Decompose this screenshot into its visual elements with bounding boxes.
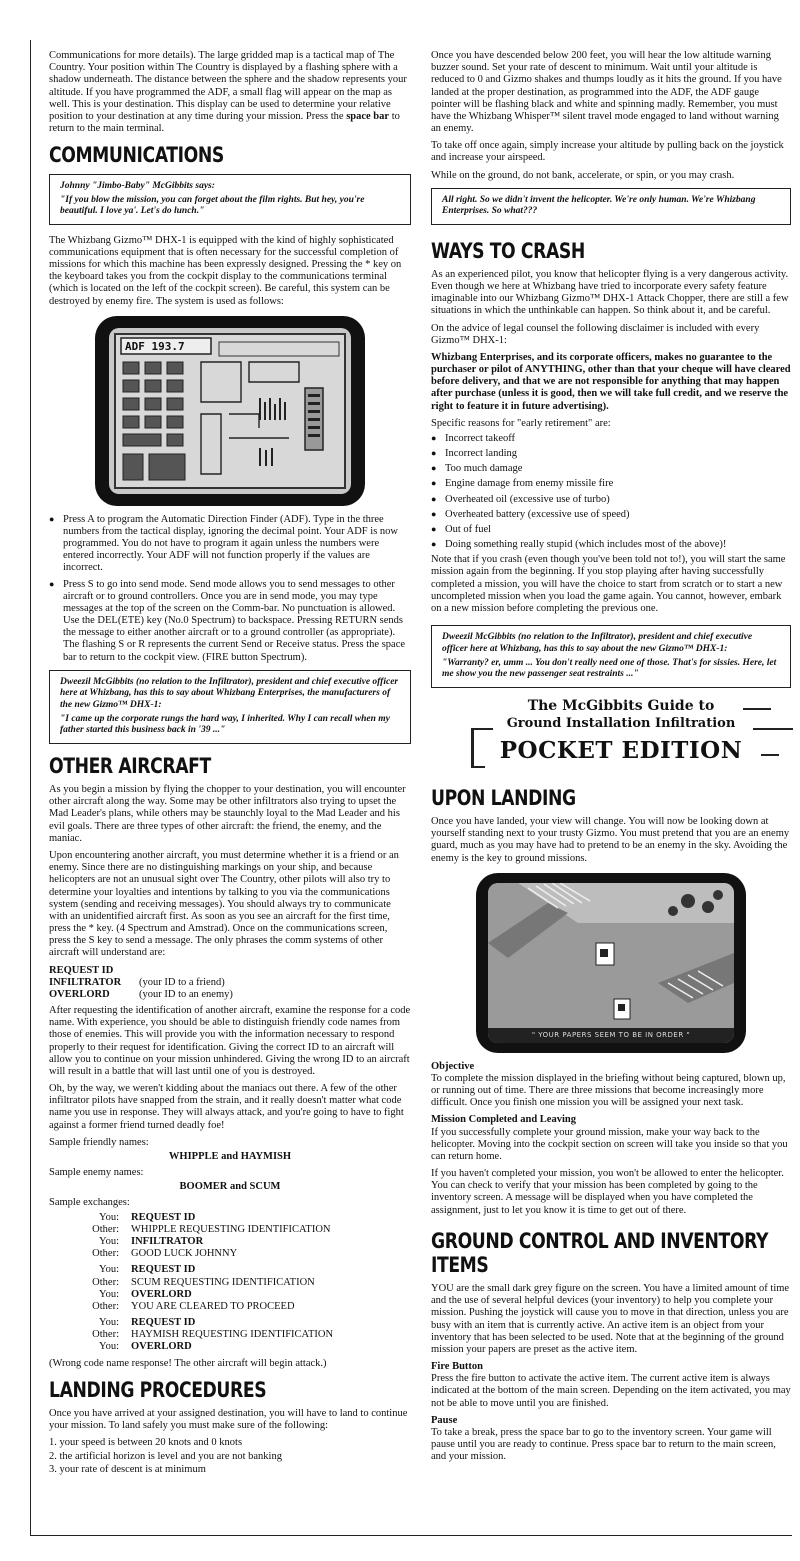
list-item: ● Out of fuel — [431, 524, 791, 536]
crash-paragraph: Note that if you crash (even though you've been told not to!), you will start the same mission again from the beginning. If you stop playing after having successfully completed a mission, you will have the choice to start from scratch or to start a new uncompleted mission when you load the game again. You cannot, however, embark on a new mission before completing the previous one. — [431, 554, 786, 614]
list-item: 2. the artificial horizon is level and you are not banking — [49, 1450, 282, 1462]
crash-paragraph: As an experienced pilot, you know that helicopter flying is a very dangerous activity. Even though we here at Whizbang have tried to incorporate every safety feature imaginable into our Whizbang Gizmo™ DHX-1 Attack Chopper, there are still a few situations in which the unthinkable can happen. So think about it, and be careful. — [431, 268, 789, 317]
other-aircraft-heading: OTHER AIRCRAFT — [49, 753, 211, 778]
list-item: ● Engine damage from enemy missile fire — [431, 478, 791, 490]
list-item: 3. your rate of descent is at minimum — [49, 1463, 206, 1475]
communications-paragraph: The Whizbang Gizmo™ DHX-1 is equipped with the kind of highly sophisticated communications equipment that is often necessary for the successful completion of missions for which this machine has been expressly designed. Pressing the * key on the keyboard takes you from the cockpit display to the communications terminal (which is located on the left of the cockpit screen). Be careful, this system can be destroyed by enemy fire. The system is used as follows: — [49, 234, 402, 307]
exchanges-label: Sample exchanges: — [49, 1197, 130, 1209]
pause-heading: Pause — [431, 1414, 458, 1426]
list-item: 1. your speed is between 20 knots and 0 knots — [49, 1437, 243, 1449]
code-row: INFILTRATOR (your ID to a friend) — [49, 976, 225, 988]
quote-helicopter — [431, 188, 791, 225]
code-row: REQUEST ID — [49, 964, 114, 976]
code-row: OVERLORD (your ID to an enemy) — [49, 988, 233, 1000]
exchange-block: You: REQUEST ID Other: WHIPPLE REQUESTING IDENTIFICATION You: INFILTRATOR Other: GOOD LUCK JOHNNY — [92, 1211, 331, 1260]
enemy-label: Sample enemy names: — [49, 1167, 144, 1179]
guide-title-line3: POCKET EDITION — [499, 736, 743, 764]
descent-paragraph: Once you have descended below 200 feet, you will hear the low altitude warning buzzer sound. Set your rate of descent to minimum. Wait until your altitude is reduced to 0 and Gizmo shakes and thumps loudly as it hits the ground. If you have landed at the proper destination, as programmed into the ADF, the ADF gauge pointer will be flashing black and white and spinning madly. Remember, you must have the Whizbang Whisper™ silent travel mode engaged to land without warning an enemy. — [431, 50, 782, 135]
fire-button-text: Press the fire button to activate the active item. The current active item is always indicated at the bottom of the main screen. Depending on the item activated, you may not be able to move until you are finished. — [431, 1373, 791, 1409]
enemy-names: BOOMER and SCUM — [179, 1181, 281, 1193]
list-item: ● Overheated battery (excessive use of speed) — [431, 509, 791, 521]
pocket-edition-banner — [431, 698, 791, 778]
upon-landing-paragraph: Once you have landed, your view will change. You will now be looking down at yourself standing next to your trusty Gizmo. You must pretend that you are an enemy guard, much as you may have had to pretend to be an enemy in the sky. Avoiding the enemy is the key to ground missions. — [431, 816, 790, 864]
mission-heading: Mission Completed and Leaving — [431, 1114, 576, 1126]
landing-procedures-heading: LANDING PROCEDURES — [49, 1377, 267, 1402]
disclaimer: Whizbang Enterprises, and its corporate officers, makes no guarantee to the purchaser or pilot of ANYTHING, other than that your cheque will have cleared before delivery, and that we are not responsible for anything that may happen after purchase (unless it is good, then we will take full credit, and we reserve the right to feature it in future advertising). — [431, 351, 791, 412]
code-phrases — [49, 965, 411, 1002]
list-item: ● Overheated oil (excessive use of turbo) — [431, 494, 791, 506]
mission-text: If you haven't completed your mission, you won't be allowed to enter the helicopter. You can check to verify that your mission has been completed by going to the inventory screen. A message will be displayed when you have completed the assignment, just to let you know it is time to get out of there. — [431, 1168, 784, 1216]
list-item: ● Too much damage — [431, 463, 791, 475]
ground-mission-screenshot — [476, 873, 746, 1053]
intro-paragraph: Communications for more details). The large gridded map is a tactical map of The Country. Your position within The Country is displayed by a flashing sphere with a shadow underneath. The distance between the sphere and the shadow represents your altitude. If you have programmed the ADF, a small flag will appear on the map as well. This is your destination. This display can be used to determine your relative position to your destination at any time during your mission. Press the space bar to return to the main terminal. — [49, 50, 407, 135]
quote-author: Dweezil McGibbits (no relation to the Infiltrator), president and chief executive officer here at Whizbang, has this to say about the new Gizmo™ DHX-1: — [442, 632, 753, 654]
reasons-label: Specific reasons for "early retirement" are: — [431, 417, 611, 429]
objective-text: To complete the mission displayed in the briefing without being captured, blown up, or running out of time. There are three missions that become increasingly more difficult. Once you finish one mission you will be assigned your next task. — [431, 1072, 786, 1109]
mission-text: If you successfully complete your ground mission, make your way back to the helicopter. Moving into the cockpit section on screen will take you inside so that you can return home. — [431, 1126, 788, 1162]
exchange-block: You: REQUEST ID Other: SCUM REQUESTING IDENTIFICATION You: OVERLORD Other: YOU ARE CLEARED TO PROCEED — [92, 1264, 315, 1312]
other-aircraft-paragraph: Oh, by the way, we weren't kidding about the maniacs out there. A few of the other infiltrator pilots have snapped from the strain, and it really doesn't matter what code name you use in response. They will always attack, and you're going to have to fight against a former friend turned deadly foe! — [49, 1083, 404, 1131]
list-item: ● Incorrect takeoff — [431, 433, 791, 445]
pause-text: To take a break, press the space bar to go to the inventory screen. Your game will pause until you are ready to continue. Press space bar to return to the main screen, and your mission. — [431, 1427, 776, 1463]
crash-paragraph: On the advice of legal counsel the following disclaimer is included with every Gizmo™ DHX-1: — [431, 322, 760, 346]
quote-author: Johnny "Jimbo-Baby" McGibbits says: — [60, 180, 215, 191]
quote-author: Dweezil McGibbits (no relation to the Infiltrator), president and chief executive officer here at Whizbang, has this to say about Whizbang Enterprises, the manufacturers of the new Gizmo™ DHX-1: — [60, 676, 399, 710]
list-item: ● Incorrect landing — [431, 448, 791, 460]
other-aircraft-paragraph: As you begin a mission by flying the chopper to your destination, you will encounter other aircraft along the way. Some may be other infiltrators also trying to upset the Mad Leader's plans, while others may be staunchly loyal to the Mad Leader and his evil goals. There are three types of other aircraft: the friend, the enemy, and the maniac. — [49, 784, 406, 844]
quote-text: All right. So we didn't invent the helicopter. We're only human. We're Whizbang Enterprises. So what??? — [442, 194, 756, 217]
guide-title-line1: The McGibbits Guide to — [527, 697, 715, 714]
fire-button-heading: Fire Button — [431, 1361, 484, 1373]
other-aircraft-paragraph: After requesting the identification of another aircraft, examine the response for a code name. With experience, you should be able to distinguish friendly code names from those of enemies. This will provide you with the information necessary to respond properly to their request for identification. Giving the correct ID to an aircraft will allow you to continue on your mission unhindered. Giving the wrong ID to an aircraft will result in a battle that will last until one of you is destroyed. — [49, 1005, 411, 1077]
wrong-code-note: (Wrong code name response! The other aircraft will begin attack.) — [49, 1357, 327, 1369]
communications-heading: COMMUNICATIONS — [49, 143, 224, 168]
quote-text: "If you blow the mission, you can forget about the film rights. But hey, you're beautiful. I love ya'. Let's do lunch." — [60, 194, 365, 217]
list-item: ● Doing something really stupid (which includes most of the above)! — [431, 539, 791, 551]
comm-terminal-screenshot — [95, 316, 365, 506]
guide-title-line2: Ground Installation Infiltration — [506, 715, 736, 731]
ground-warning-paragraph: While on the ground, do not bank, accelerate, or spin, or you may crash. — [431, 169, 735, 181]
takeoff-paragraph: To take off once again, simply increase your altitude by pulling back on the joystick and increase your airspeed. — [431, 140, 784, 164]
list-item: ● Press S to go into send mode. Send mode allows you to send messages to other aircraft or to ground controllers. Once you are in send mode, you may type messages at the top of the screen on the Comm-bar. No punctuation is allowed. Use the DEL(ETE) key (No.0 Spectrum) to backspace. Pressing RETURN sends the message to either another aircraft or to a ground controller (as appropriate). The flashing S or R represents the current Send or Receive status. Press the space bar to return to the cockpit view. (FIRE button Spectrum). — [49, 579, 411, 664]
comm-instructions-list — [49, 514, 411, 664]
friendly-label: Sample friendly names: — [49, 1136, 149, 1148]
ways-to-crash-heading: WAYS TO CRASH — [431, 238, 585, 263]
quote-text: "Warranty? er, umm ... You don't really need one of those. That's for sissies. Here, let me show you the new passenger seat restraints ..." — [442, 657, 777, 680]
quote-dweezil-1 — [49, 670, 411, 744]
crash-reasons-list — [431, 433, 791, 551]
landing-paragraph: Once you have arrived at your assigned destination, you will have to land to continue your mission. To land safely you must make sure of the following: — [49, 1408, 408, 1432]
exchange-block: You: REQUEST ID Other: HAYMISH REQUESTING IDENTIFICATION You: OVERLORD — [92, 1317, 334, 1353]
list-item: ● Press A to program the Automatic Direction Finder (ADF). Type in the three numbers from the tactical display, ignoring the decimal point. Your ADF is now programmed. You do not have to program it again unless the numbers were entered incorrectly. Your ADF will not function properly if the values are incorrect. — [49, 514, 411, 575]
ground-mission-graphic — [488, 883, 734, 1043]
ground-control-heading: GROUND CONTROL AND INVENTORY ITEMS — [431, 1228, 769, 1277]
friendly-names: WHIPPLE and HAYMISH — [168, 1150, 292, 1162]
landing-steps — [49, 1437, 411, 1476]
quote-text: "I came up the corporate rungs the hard way, I inherited. Why I can recall when my father started this business back in '39 ..." — [60, 714, 390, 736]
ground-control-paragraph: YOU are the small dark grey figure on the screen. You have a limited amount of time and the use of several helpful devices (your inventory) to help you complete your mission. Pushing the joystick will cause you to move in that direction, unless you are busy with an item that is currently active. An active item is an object from your inventory that has been selected to be used. Note that at the beginning of the ground mission your papers are preset as the active item. — [431, 1283, 790, 1355]
other-aircraft-paragraph: Upon encountering another aircraft, you must determine whether it is a friend or an enemy. Since there are no distinguishing markings on your ship, and because helicopters are not an unusual sight over The Country, other pilots will also try to determine your loyalties and intentions by talking to you via the communications system (sending and receiving messages). You should always try to communicate with an unidentified aircraft first. As soon as you see an aircraft for the first time, press the * key. (4 Spectrum and Amstrad). Once on the communications screen, press the S key to send a message. The only phrases the comm systems of other aircraft will understand are: — [49, 850, 399, 959]
right-column — [431, 50, 791, 1469]
upon-landing-heading: UPON LANDING — [431, 785, 576, 810]
quote-johnny — [49, 174, 411, 225]
left-column — [49, 50, 411, 1477]
manual-page — [30, 40, 792, 1536]
screen-caption: " YOUR PAPERS SEEM TO BE IN ORDER " — [531, 1030, 691, 1039]
comm-terminal-graphic — [109, 328, 351, 494]
adf-readout: ADF 193.7 — [125, 339, 185, 353]
objective-heading: Objective — [431, 1060, 475, 1072]
quote-dweezil-2 — [431, 625, 791, 688]
